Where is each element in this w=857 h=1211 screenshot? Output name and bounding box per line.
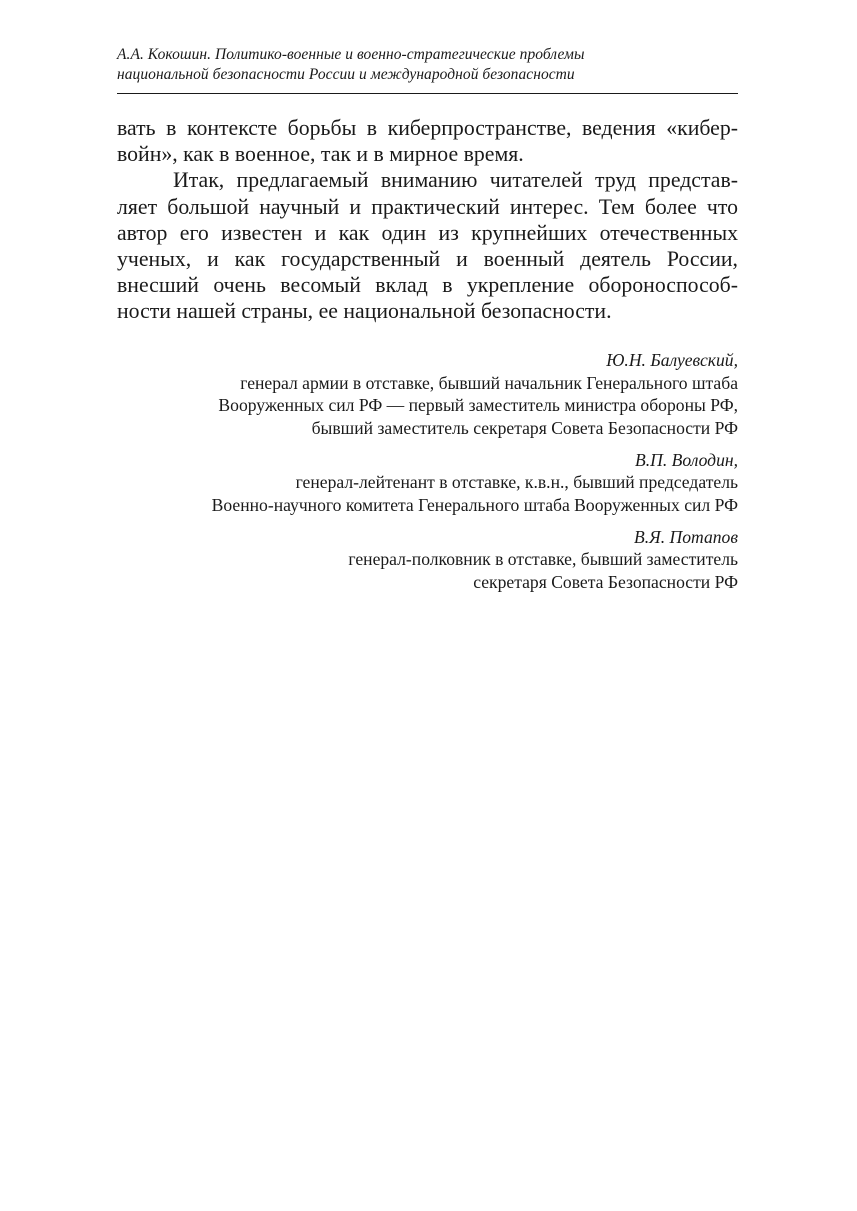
text-line: вать в контексте борьбы в киберпространстве, ведения «кибер- [117,116,738,140]
running-header-line: А.А. Кокошин. Политико-военные и военно-стратегические проблемы [117,46,585,63]
running-header [117,45,738,85]
header-divider [117,93,738,94]
signatory-name: В.П. Володин, [634,449,738,470]
text-line: ученых, и как государственный и военный деятель России, [117,246,738,271]
signatory-name: Ю.Н. Балуевский, [606,350,738,370]
text-line: ности нашей страны, ее национальной безопасности. [117,299,612,324]
signatory-title-line: генерал-лейтенант в отставке, к.в.н., бывший председатель [295,472,738,492]
text-line: внесший очень весомый вклад в укрепление обороноспособ- [117,273,738,298]
signatory-title-line: генерал-полковник в отставке, бывший заместитель [348,549,738,569]
paragraph [117,115,738,167]
text-line: Итак, предлагаемый вниманию читателей труд представ- [173,168,738,193]
text-line: ляет большой научный и практический интерес. Тем более что [117,194,738,219]
text-line: войн», как в военное, так и в мирное время. [117,142,524,167]
running-header-line: национальной безопасности России и международной безопасности [117,66,575,83]
body-text [117,115,738,325]
signatory-title-line: секретаря Совета Безопасности РФ [473,571,738,592]
signature [117,349,738,439]
signatory-title-line: бывший заместитель секретаря Совета Безопасности РФ [311,417,738,438]
signature [117,526,738,594]
signatory-title-line: Вооруженных сил РФ — первый заместитель министра обороны РФ, [218,395,738,415]
signatory-title-line: Военно-научного комитета Генерального штаба Вооруженных сил РФ [211,494,738,515]
signatory-title-line: генерал армии в отставке, бывший начальник Генерального штаба [240,372,738,393]
signatory-name: В.Я. Потапов [634,526,738,547]
signature [117,449,738,517]
text-line: автор его известен и как один из крупнейших отечественных [117,220,738,245]
signatures-block [117,349,738,593]
paragraph [117,167,738,324]
